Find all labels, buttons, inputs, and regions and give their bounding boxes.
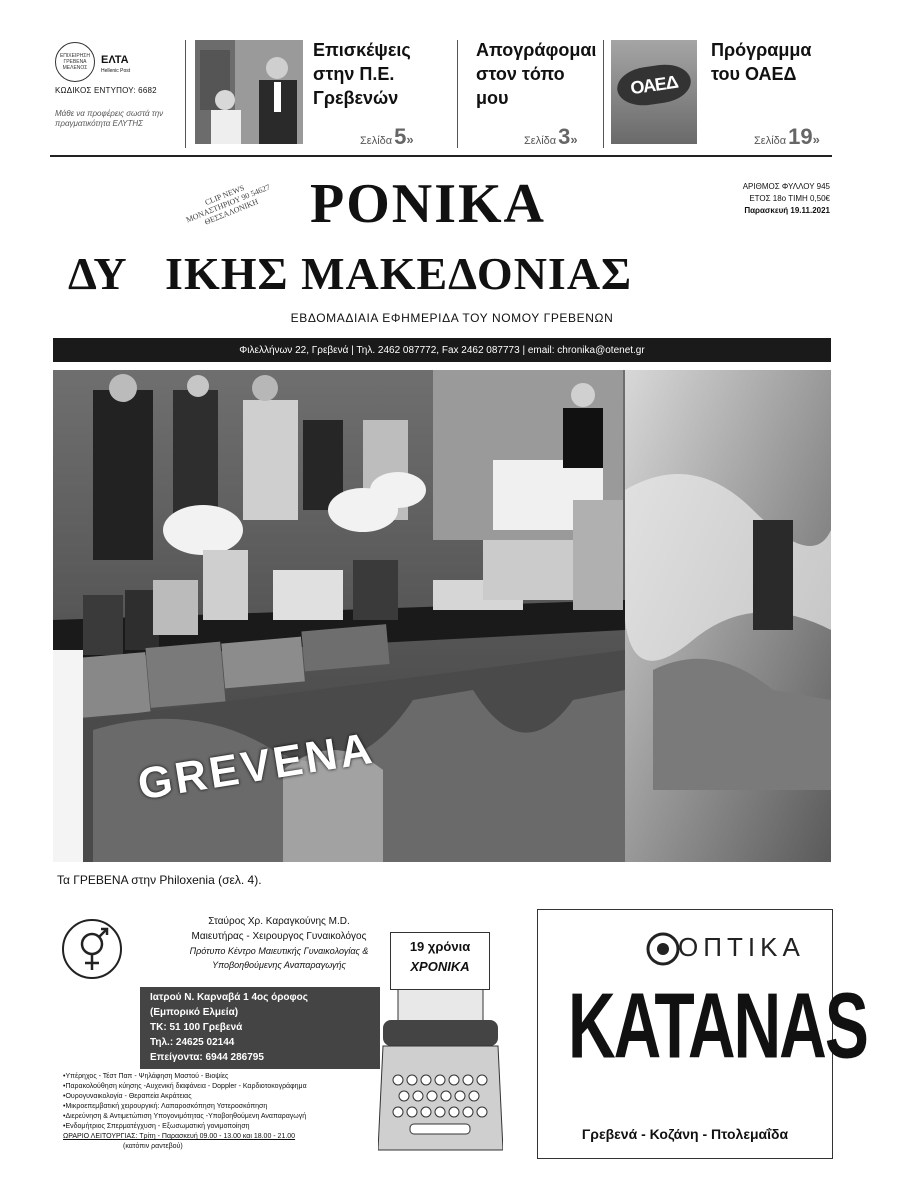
masthead-quote: Μάθε να προφέρεις σωστά την πραγματικότητα ΕΛΥΤΗΣ <box>55 109 164 128</box>
doctor-services <box>63 1072 383 1152</box>
page-number: 3 <box>558 124 571 149</box>
service-item: •Ουρογυναικολογία - Θεραπεία Ακράτειας <box>63 1093 192 1100</box>
issue-info <box>730 181 830 217</box>
elta-brand-sub: Hellenic Post <box>101 68 131 74</box>
service-hours: ΩΡΑΡΙΟ ΛΕΙΤΟΥΡΓΙΑΣ: Τρίτη - Παρασκευή 09.00 - 13.00 και 18.00 - 21.00 <box>63 1133 296 1140</box>
ad-optika-katanas[interactable] <box>537 909 867 1159</box>
optika-cities: Γρεβενά - Κοζάνη - Πτολεμαΐδα <box>581 1126 789 1142</box>
top-rule <box>50 155 832 157</box>
teaser-oaed-page[interactable] <box>754 124 820 150</box>
ad-19-line2: ΧΡΟΝΙΚΑ <box>410 959 470 974</box>
teaser-visits-page[interactable] <box>360 124 414 150</box>
doctor-name: Σταύρος Χρ. Καραγκούνης M.D. <box>208 916 350 927</box>
teaser-oaed[interactable] <box>711 38 821 86</box>
teaser-visits-title[interactable]: Επισκέψεις στην Π.Ε. Γρεβενών <box>313 40 411 108</box>
optika-word: ΟΠΤΙΚΑ <box>678 932 805 962</box>
teaser-photo-visit-image <box>195 40 303 144</box>
page-number: 5 <box>394 124 407 149</box>
service-item: •Διερεύνηση & Αντιμετώπιση Υπογονιμότητας -Υποβοηθούμενη Αναπαραγωγή <box>63 1113 307 1120</box>
teaser-visits[interactable] <box>313 38 448 110</box>
ad-19-years[interactable] <box>378 920 503 1165</box>
eye-icon <box>646 932 680 966</box>
masthead-subtitle: ΕΒΔΟΜΑΔΙΑΙΑ ΕΦΗΜΕΡΙΔΑ ΤΟΥ ΝΟΜΟΥ ΓΡΕΒΕΝΩΝ <box>290 311 614 325</box>
arrow-icon: » <box>570 132 578 147</box>
doctor-postal: ΤΚ: 51 100 Γρεβενά <box>150 1022 243 1033</box>
issue-number: ΑΡΙΘΜΟΣ ΦΥΛΛΟΥ 945 <box>742 182 830 191</box>
masthead-title-line2: ΔΥ ΙΚΗΣ ΜΑΚΕΔΟΝΙΑΣ <box>68 248 633 299</box>
service-item: •Μικροεπεμβατική χειρουργική: Λαπαροσκόπηση Υστεροσκόπηση <box>63 1103 268 1110</box>
teaser-census-page[interactable] <box>524 124 578 150</box>
typewriter-icon <box>378 960 503 1160</box>
service-item: •Παρακολούθηση κύησης -Αυχενική διαφάνεια - Doppler - Καρδιοτοκογράφημα <box>63 1083 307 1090</box>
arrow-icon: » <box>812 132 820 147</box>
contact-bar <box>53 338 831 362</box>
doctor-phone: Τηλ.: 24625 02144 <box>150 1037 235 1048</box>
katanas-brand: KATANAS <box>568 973 867 1077</box>
page-label: Σελίδα <box>360 135 393 147</box>
teaser-photo-oaed[interactable] <box>611 40 697 144</box>
masthead-title-line1: ΡΟΝΙΚΑ <box>310 173 546 235</box>
divider <box>457 40 458 148</box>
year-price: ΕΤΟΣ 18ο ΤΙΜΗ 0,50€ <box>749 194 830 203</box>
arrow-icon: » <box>406 132 414 147</box>
ad-19-card <box>390 932 490 990</box>
main-photo[interactable] <box>53 370 831 862</box>
main-photo-caption: Τα ΓΡΕΒΕΝΑ στην Philoxenia (σελ. 4). <box>57 873 262 887</box>
doctor-specialty: Μαιευτήρας - Χειρουργος Γυναικολόγος <box>191 931 367 942</box>
doctor-address1: Ιατρού Ν. Καρναβά 1 4ος όροφος <box>150 992 308 1003</box>
grevena-sign: GREVENA <box>134 723 378 810</box>
clip-news-stamp: CLIP NEWS ΜΟΝΑΣΤΗΡΙΟΥ 90 54627 ΘΕΣΣΑΛΟΝΙΚΗ <box>184 182 272 227</box>
elta-logo <box>55 42 175 82</box>
issue-date: Παρασκευή 19.11.2021 <box>744 206 830 215</box>
page-label: Σελίδα <box>754 135 787 147</box>
ad-19-line1: 19 χρόνια <box>409 939 471 954</box>
elta-brand-word: ΕΛΤΑ <box>101 54 129 66</box>
ad-gynecologist[interactable] <box>57 904 377 1164</box>
teaser-census[interactable] <box>476 38 601 110</box>
service-item: •Ενδομήτριος Σπερματέγχυση - Εξωσωματική γονιμοποίηση <box>63 1123 250 1130</box>
teaser-census-title[interactable]: Απογράφομαι στον τόπο μου <box>476 40 597 108</box>
page-label: Σελίδα <box>524 135 557 147</box>
elta-brand <box>101 50 130 74</box>
teaser-photo-visit[interactable] <box>195 40 303 144</box>
print-code: ΚΩΔΙΚΟΣ ΕΝΤΥΠΟΥ: 6682 <box>55 86 157 95</box>
service-hours-note: (κατόπιν ραντεβού) <box>123 1143 183 1150</box>
contact-text: Φιλελλήνων 22, Γρεβενά | Τηλ. 2462 087772, Fax 2462 087773 | email: chronika@otenet.gr <box>239 344 645 356</box>
service-item: •Υπέρηχος - Τέστ Παπ - Ψηλάφηση Μαστού - Βιοψίες <box>63 1073 229 1080</box>
elta-postage-box <box>55 42 175 152</box>
doctor-emergency: Επείγοντα: 6944 286795 <box>150 1052 264 1063</box>
doctor-contact-box <box>140 987 380 1069</box>
divider <box>603 40 604 148</box>
doctor-address2: (Εμπορικό Ελμεία) <box>150 1007 239 1018</box>
oaed-logo: ΟΑΕΔ <box>615 61 694 109</box>
doctor-center: Πρότυπο Κέντρο Μαιευτικής Γυναικολογίας & Υποβοηθούμενης Αναπαραγωγής <box>189 946 369 970</box>
divider <box>185 40 186 148</box>
doctor-header <box>169 914 389 972</box>
gender-symbol-icon <box>61 918 123 980</box>
page-number: 19 <box>788 124 813 149</box>
teaser-oaed-title[interactable]: Πρόγραμμα του ΟΑΕΔ <box>711 40 812 84</box>
postage-stamp-icon: ΕΠΙΧΕΙΡΗΣΗ ΓΡΕΒΕΝΑ ΜΕΛΕΝΟΣ <box>55 42 95 82</box>
